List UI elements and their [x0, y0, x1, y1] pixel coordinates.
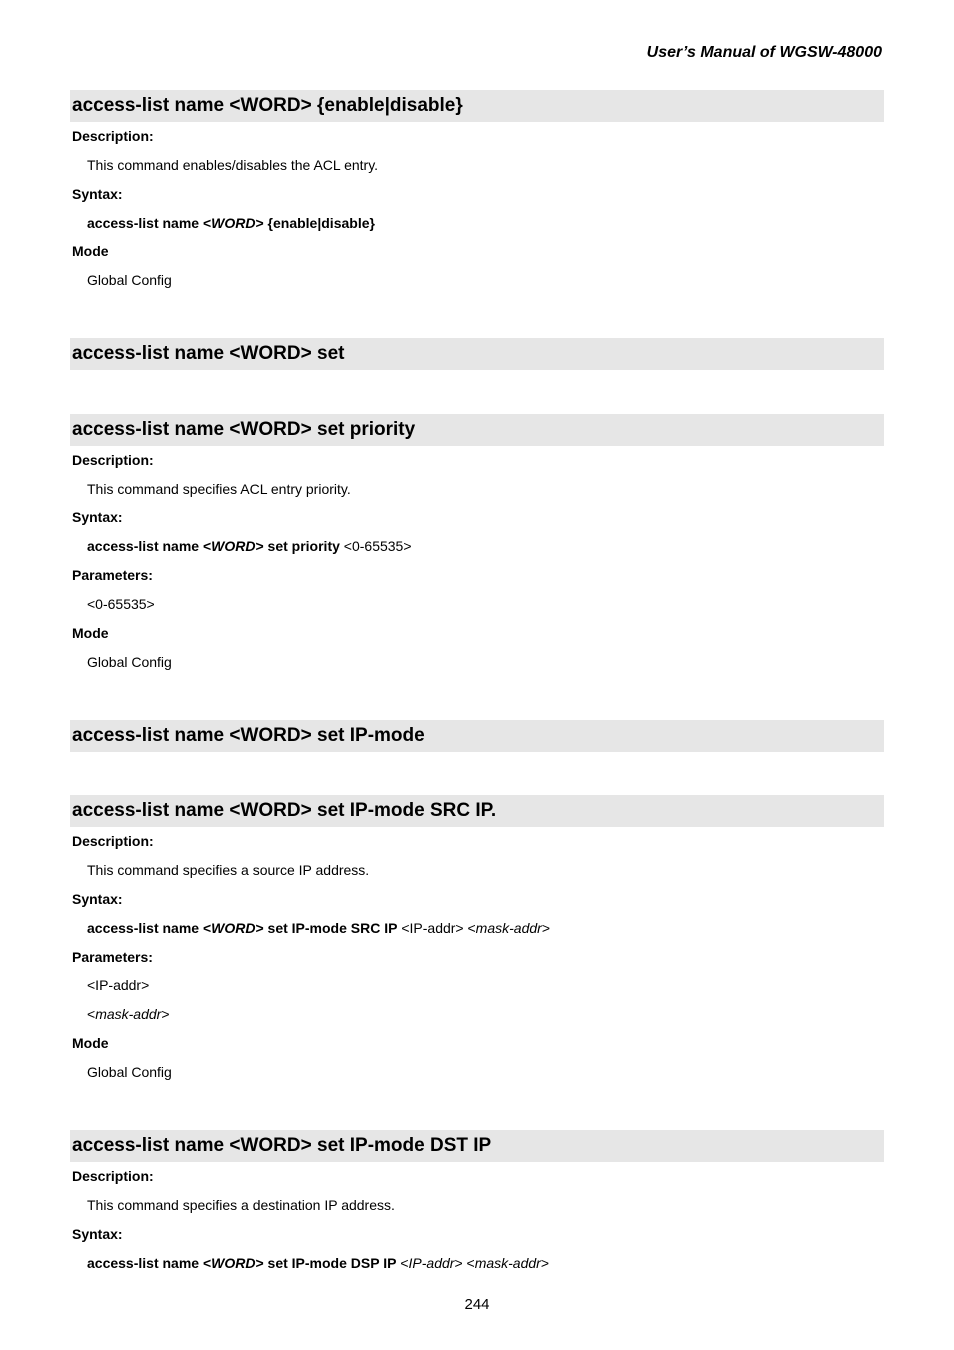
syntax-label: Syntax:	[72, 186, 123, 202]
syntax-label: Syntax:	[72, 891, 123, 907]
mode-label: Mode	[72, 243, 109, 259]
syntax-line	[87, 538, 412, 555]
description-label: Description:	[72, 128, 154, 144]
syntax-parameter: <0-65535>	[339, 538, 412, 554]
syntax-command: access-list name <	[87, 538, 212, 554]
page-number: 244	[464, 1296, 490, 1313]
description-text: This command specifies ACL entry priority.	[87, 481, 351, 497]
page-header-title: User’s Manual of WGSW-48000	[646, 44, 882, 61]
section-heading: access-list name <WORD> {enable|disable}	[72, 95, 463, 116]
parameter-mask: mask-addr	[95, 1006, 162, 1022]
syntax-word: WORD	[211, 538, 256, 554]
description-label: Description:	[72, 1168, 154, 1184]
syntax-command-rest: > set IP-mode SRC IP	[255, 920, 398, 936]
mode-text: Global Config	[87, 1064, 172, 1080]
section-heading-bar	[70, 338, 884, 370]
parameter-item: <IP-addr>	[87, 977, 150, 993]
syntax-parameter-open: <	[396, 1255, 409, 1271]
syntax-parameter-italic: IP-addr	[408, 1255, 455, 1271]
mode-text: Global Config	[87, 654, 172, 670]
syntax-command-rest: > set IP-mode DSP IP	[255, 1255, 397, 1271]
section-heading-bar	[70, 1130, 884, 1162]
description-text: This command specifies a destination IP address.	[87, 1197, 395, 1213]
syntax-line	[87, 1255, 549, 1272]
section-heading: access-list name <WORD> set	[72, 343, 345, 364]
parameter-item: <0-65535>	[87, 596, 155, 612]
parameter-item	[87, 1006, 170, 1023]
section-heading-bar	[70, 414, 884, 446]
section-heading: access-list name <WORD> set priority	[72, 419, 416, 440]
syntax-command-rest: > set priority	[255, 538, 340, 554]
syntax-command: access-list name <	[87, 215, 212, 231]
syntax-line	[87, 215, 375, 232]
syntax-parameter-italic: mask-addr	[474, 1255, 541, 1271]
syntax-word: WORD	[211, 215, 256, 231]
syntax-command: access-list name <	[87, 1255, 212, 1271]
mode-text: Global Config	[87, 272, 172, 288]
syntax-parameter-close: >	[540, 1255, 550, 1271]
section-heading: access-list name <WORD> set IP-mode SRC IP.	[72, 800, 497, 821]
syntax-word: WORD	[211, 920, 256, 936]
syntax-parameter-italic: mask-addr	[475, 920, 542, 936]
parameters-label: Parameters:	[72, 949, 153, 965]
section-heading: access-list name <WORD> set IP-mode	[72, 725, 425, 746]
parameter-open: <	[87, 1006, 96, 1022]
syntax-parameter-separator: > <	[454, 1255, 475, 1271]
syntax-line	[87, 920, 550, 937]
syntax-command: access-list name <	[87, 920, 212, 936]
mode-label: Mode	[72, 1035, 109, 1051]
section-heading-bar	[70, 795, 884, 827]
section-heading: access-list name <WORD> set IP-mode DST IP	[72, 1135, 492, 1156]
syntax-label: Syntax:	[72, 509, 123, 525]
mode-label: Mode	[72, 625, 109, 641]
parameters-label: Parameters:	[72, 567, 153, 583]
description-label: Description:	[72, 452, 154, 468]
description-text: This command specifies a source IP address.	[87, 862, 370, 878]
description-text: This command enables/disables the ACL entry.	[87, 157, 379, 173]
section-heading-bar	[70, 720, 884, 752]
syntax-parameter-close: >	[541, 920, 550, 936]
section-heading-bar	[70, 90, 884, 122]
syntax-command-rest: > {enable|disable}	[255, 215, 375, 231]
description-label: Description:	[72, 833, 154, 849]
syntax-parameter: <IP-addr> <	[397, 920, 476, 936]
parameter-close: >	[161, 1006, 170, 1022]
syntax-label: Syntax:	[72, 1226, 123, 1242]
syntax-word: WORD	[211, 1255, 256, 1271]
